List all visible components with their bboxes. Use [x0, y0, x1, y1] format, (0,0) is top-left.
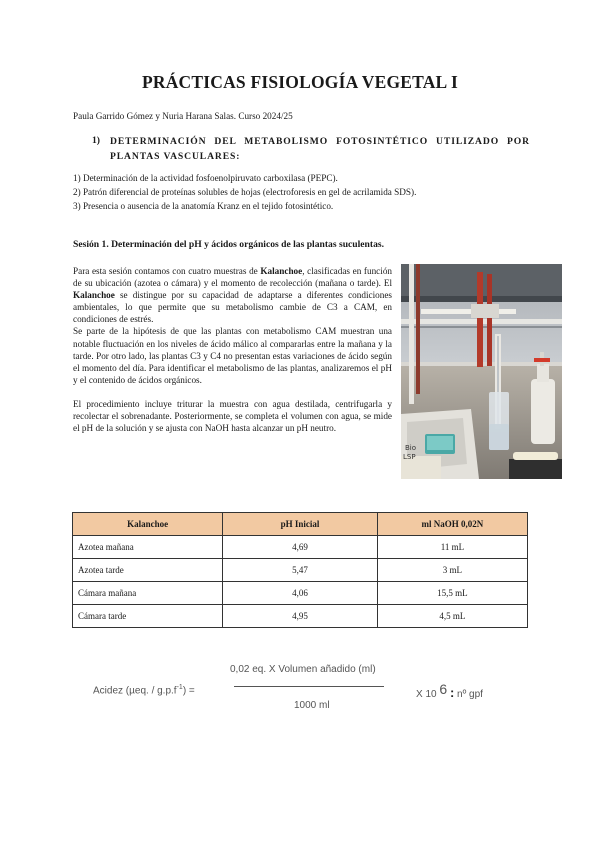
procedure-paragraph: El procedimiento incluye triturar la muestra con agua destilada, centrifugarla y recolectar el sobrenadante. Posteriormente, se completa el volumen con agua, se mide el pH de la solución y se ajusta con NaOH hasta alcanzar un pH neutro.: [73, 398, 392, 434]
table-row: [73, 559, 528, 582]
table-header-row: [73, 513, 528, 536]
session-heading: Sesión 1. Determinación del pH y ácidos orgánicos de las plantas suculentas.: [73, 239, 385, 250]
header-kalanchoe: Kalanchoe: [73, 513, 223, 536]
naoh-cell: 11 mL: [377, 536, 527, 559]
section-number: 1): [92, 135, 100, 146]
formula-numerator: 0,02 eq. X Volumen añadido (ml): [230, 664, 376, 675]
objective-item: 1) Determinación de la actividad fosfoenolpiruvato carboxilasa (PEPC).: [73, 173, 338, 183]
formula-denominator: 1000 ml: [294, 700, 330, 711]
objective-item: 3) Presencia o ausencia de la anatomía Kranz en el tejido fotosintético.: [73, 201, 334, 211]
hypothesis-paragraph: Se parte de la hipótesis de que las plantas con metabolismo CAM muestran una notable fluctuación en los niveles de ácido málico al compararlas entre la mañana y la tarde. Por otro lado, las plantas C3 y C4 no presentan estas variaciones de ácido según el momento del día. Para identificar el metabolismo de las plantas, analizaremos el pH y el contenido de ácidos orgánicos.: [73, 326, 392, 385]
results-table: [72, 512, 528, 628]
ph-cell: 5,47: [223, 559, 378, 582]
table-row: [73, 605, 528, 628]
intro-paragraph: Para esta sesión contamos con cuatro muestras de Kalanchoe, clasificadas en función de su ubicación (azotea o cámara) y el momento de recolección (mañana o tarde). El Kalanchoe se distingue por su capacidad de adaptarse a diferentes condiciones ambientales, lo que permite que su metabolismo cambie de C3 a CAM, en condiciones de estrés.: [73, 266, 393, 325]
ph-cell: 4,06: [223, 582, 378, 605]
objectives-list: [73, 171, 416, 213]
svg-text:Bio: Bio: [405, 444, 417, 452]
sample-cell: Azotea tarde: [73, 559, 223, 582]
naoh-cell: 3 mL: [377, 559, 527, 582]
naoh-cell: 15,5 mL: [377, 582, 527, 605]
objective-item: 2) Patrón diferencial de proteínas solubles de hojas (electroforesis en gel de acrilamida SDS).: [73, 187, 417, 197]
ph-cell: 4,95: [223, 605, 378, 628]
table-row: [73, 536, 528, 559]
formula-fraction-bar: [234, 686, 384, 687]
session-body: [73, 265, 392, 434]
authors-line: Paula Garrido Gómez y Nuria Harana Salas. Curso 2024/25: [73, 111, 293, 121]
header-ph: pH Inicial: [223, 513, 378, 536]
lab-photo: [401, 264, 562, 479]
section-heading: DETERMINACIÓN DEL METABOLISMO FOTOSINTÉTICO UTILIZADO POR PLANTAS VASCULARES:: [110, 136, 530, 162]
svg-text:LSP: LSP: [403, 453, 416, 461]
page-title: PRÁCTICAS FISIOLOGÍA VEGETAL I: [141, 72, 459, 92]
sample-cell: Azotea mañana: [73, 536, 223, 559]
formula-right: X 10 6 : nº gpf: [416, 681, 483, 700]
table-row: [73, 582, 528, 605]
formula-left: Acidez (µeq. / $g.p.f^{-1}$) =: [93, 684, 195, 697]
header-naoh: ml NaOH 0,02N: [377, 513, 527, 536]
sample-cell: Cámara tarde: [73, 605, 223, 628]
sample-cell: Cámara mañana: [73, 582, 223, 605]
ph-cell: 4,69: [223, 536, 378, 559]
naoh-cell: 4,5 mL: [377, 605, 527, 628]
